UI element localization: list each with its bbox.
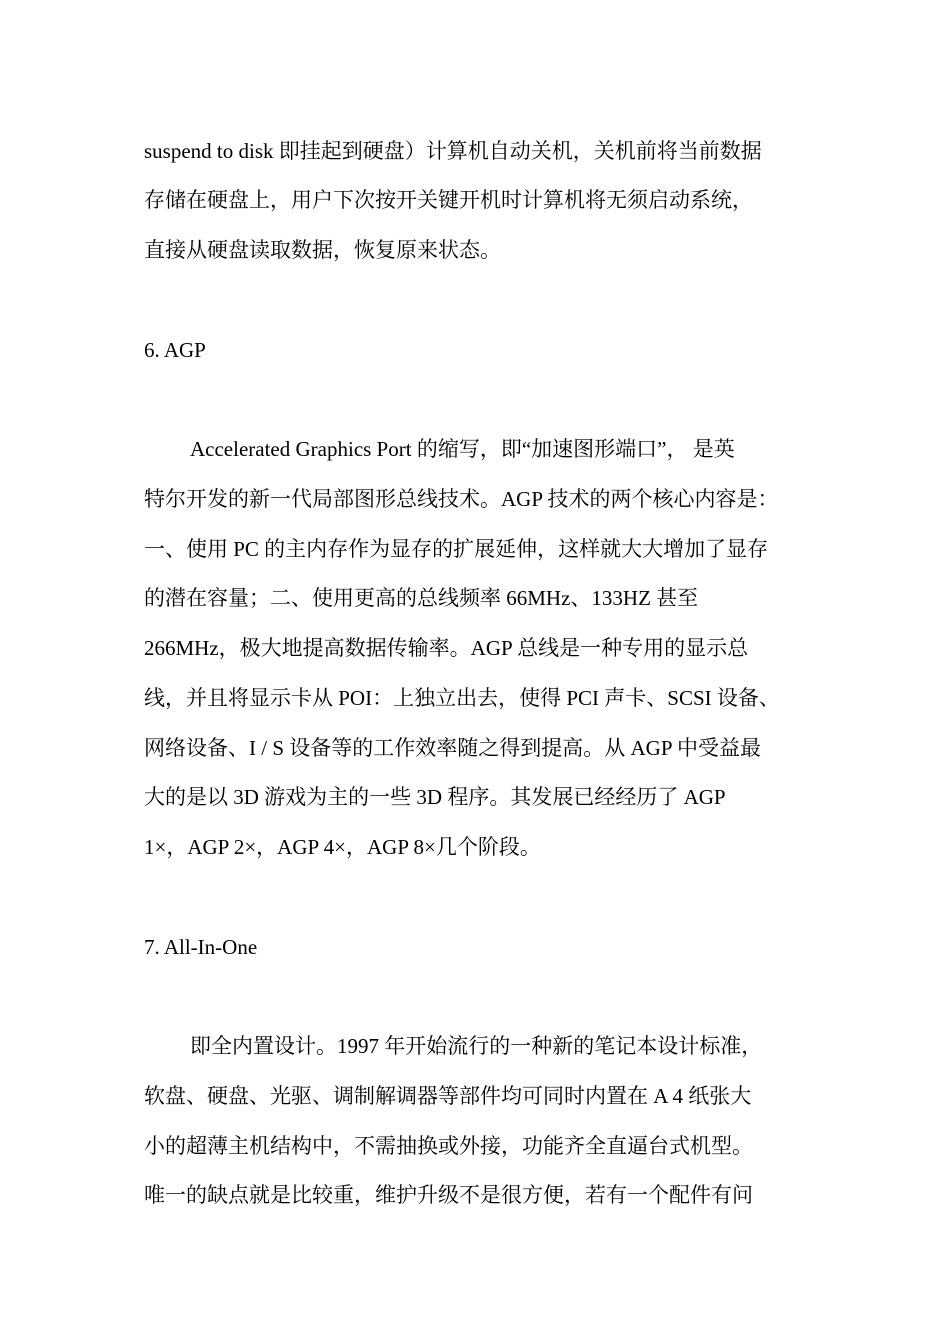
paragraph-line: 266MHz，极大地提高数据传输率。AGP 总线是一种专用的显示总 — [144, 636, 749, 660]
paragraph-line: 特尔开发的新一代局部图形总线技术。AGP 技术的两个核心内容是： — [144, 487, 779, 511]
paragraph-line: 唯一的缺点就是比较重，维护升级不是很方便，若有一个配件有问 — [144, 1183, 753, 1207]
paragraph-line: 软盘、硬盘、光驱、调制解调器等部件均可同时内置在 A 4 纸张大 — [144, 1084, 752, 1108]
section-heading: 7. All-In-One — [144, 935, 258, 959]
section-heading: 6. AGP — [144, 338, 206, 362]
paragraph-line: suspend to disk 即挂起到硬盘）计算机自动关机，关机前将当前数据 — [144, 139, 762, 163]
paragraph-line: 小的超薄主机结构中，不需抽换或外接，功能齐全直逼台式机型。 — [144, 1134, 753, 1158]
paragraph-line: 直接从硬盘读取数据，恢复原来状态。 — [144, 238, 501, 262]
paragraph-line: 存储在硬盘上，用户下次按开关键开机时计算机将无须启动系统， — [144, 188, 753, 212]
paragraph-line: 1×，AGP 2×，AGP 4×，AGP 8×几个阶段。 — [144, 835, 541, 859]
paragraph-line: 线，并且将显示卡从 POI：上独立出去，使得 PCI 声卡、SCSI 设备、 — [144, 686, 780, 710]
paragraph-line: 一、使用 PC 的主内存作为显存的扩展延伸，这样就大大增加了显存 — [144, 537, 769, 561]
paragraph-line: 即全内置设计。1997 年开始流行的一种新的笔记本设计标准， — [190, 1034, 763, 1058]
paragraph-line: 的潜在容量；二、使用更高的总线频率 66MHz、133HZ 甚至 — [144, 586, 699, 610]
paragraph-line: 网络设备、I / S 设备等的工作效率随之得到提高。从 AGP 中受益最 — [144, 736, 761, 760]
paragraph-line: Accelerated Graphics Port 的缩写，即“加速图形端口”， 是英 — [190, 437, 735, 461]
paragraph-line: 大的是以 3D 游戏为主的一些 3D 程序。其发展已经经历了 AGP — [144, 785, 726, 809]
